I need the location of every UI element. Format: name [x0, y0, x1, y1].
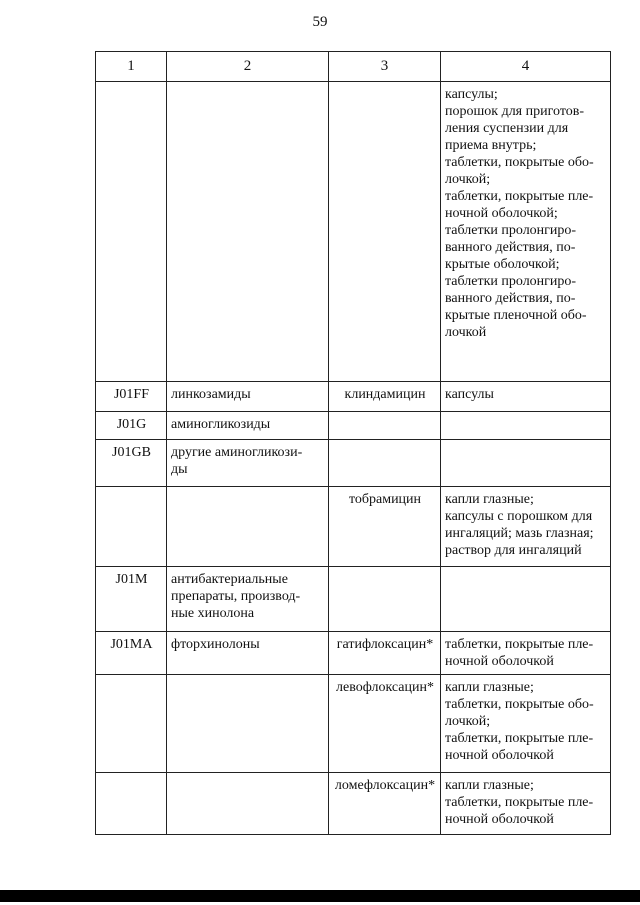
table-row — [96, 82, 611, 382]
table-row — [96, 440, 611, 487]
inn-cell: тобрамицин — [329, 487, 441, 567]
atc-code-cell: J01MA — [96, 632, 167, 675]
inn-cell — [329, 567, 441, 632]
column-header: 4 — [441, 52, 611, 82]
group-name-cell — [167, 773, 329, 835]
dosage-forms-cell: капли глазные; таблетки, покрытые обо- лочкой; таблетки, покрытые пле- ночной оболочкой — [441, 675, 611, 773]
table-row — [96, 487, 611, 567]
group-name-cell — [167, 675, 329, 773]
group-name-cell: другие аминогликози- ды — [167, 440, 329, 487]
dosage-forms-cell: таблетки, покрытые пле- ночной оболочкой — [441, 632, 611, 675]
group-name-cell — [167, 82, 329, 382]
dosage-forms-cell — [441, 412, 611, 440]
table-row — [96, 675, 611, 773]
atc-code-cell — [96, 675, 167, 773]
dosage-forms-cell: капли глазные; таблетки, покрытые пле- ночной оболочкой — [441, 773, 611, 835]
inn-cell: гатифлоксацин* — [329, 632, 441, 675]
atc-code-cell: J01G — [96, 412, 167, 440]
atc-code-cell: J01M — [96, 567, 167, 632]
dosage-forms-cell: капли глазные; капсулы с порошком для ингаляций; мазь глазная; раствор для ингаляций — [441, 487, 611, 567]
column-header: 3 — [329, 52, 441, 82]
group-name-cell: фторхинолоны — [167, 632, 329, 675]
table-row — [96, 412, 611, 440]
group-name-cell: линкозамиды — [167, 382, 329, 412]
table-header-row — [96, 52, 611, 82]
atc-code-cell — [96, 487, 167, 567]
group-name-cell: антибактериальные препараты, производ- ные хинолона — [167, 567, 329, 632]
group-name-cell: аминогликозиды — [167, 412, 329, 440]
atc-code-cell: J01FF — [96, 382, 167, 412]
atc-code-cell — [96, 773, 167, 835]
drug-table — [95, 51, 611, 835]
group-name-cell — [167, 487, 329, 567]
inn-cell — [329, 412, 441, 440]
atc-code-cell — [96, 82, 167, 382]
scan-border-bar — [0, 890, 640, 902]
inn-cell: левофлоксацин* — [329, 675, 441, 773]
atc-code-cell: J01GB — [96, 440, 167, 487]
column-header: 1 — [96, 52, 167, 82]
table-row — [96, 567, 611, 632]
inn-cell — [329, 440, 441, 487]
dosage-forms-cell — [441, 440, 611, 487]
inn-cell: клиндамицин — [329, 382, 441, 412]
dosage-forms-cell — [441, 567, 611, 632]
page-number: 59 — [312, 14, 328, 30]
table-row — [96, 773, 611, 835]
table-row — [96, 382, 611, 412]
dosage-forms-cell: капсулы — [441, 382, 611, 412]
inn-cell: ломефлоксацин* — [329, 773, 441, 835]
column-header: 2 — [167, 52, 329, 82]
inn-cell — [329, 82, 441, 382]
table-row — [96, 632, 611, 675]
dosage-forms-cell: капсулы; порошок для приготов- ления суспензии для приема внутрь; таблетки, покрытые обо- лочкой; таблетки, покрытые пле- ночной оболочкой; таблетки пролонгиро- ванного действия, по- крытые оболочкой; таблетки пролонгиро- ванного действия, по- крытые пленочной обо- лочкой — [441, 82, 611, 382]
